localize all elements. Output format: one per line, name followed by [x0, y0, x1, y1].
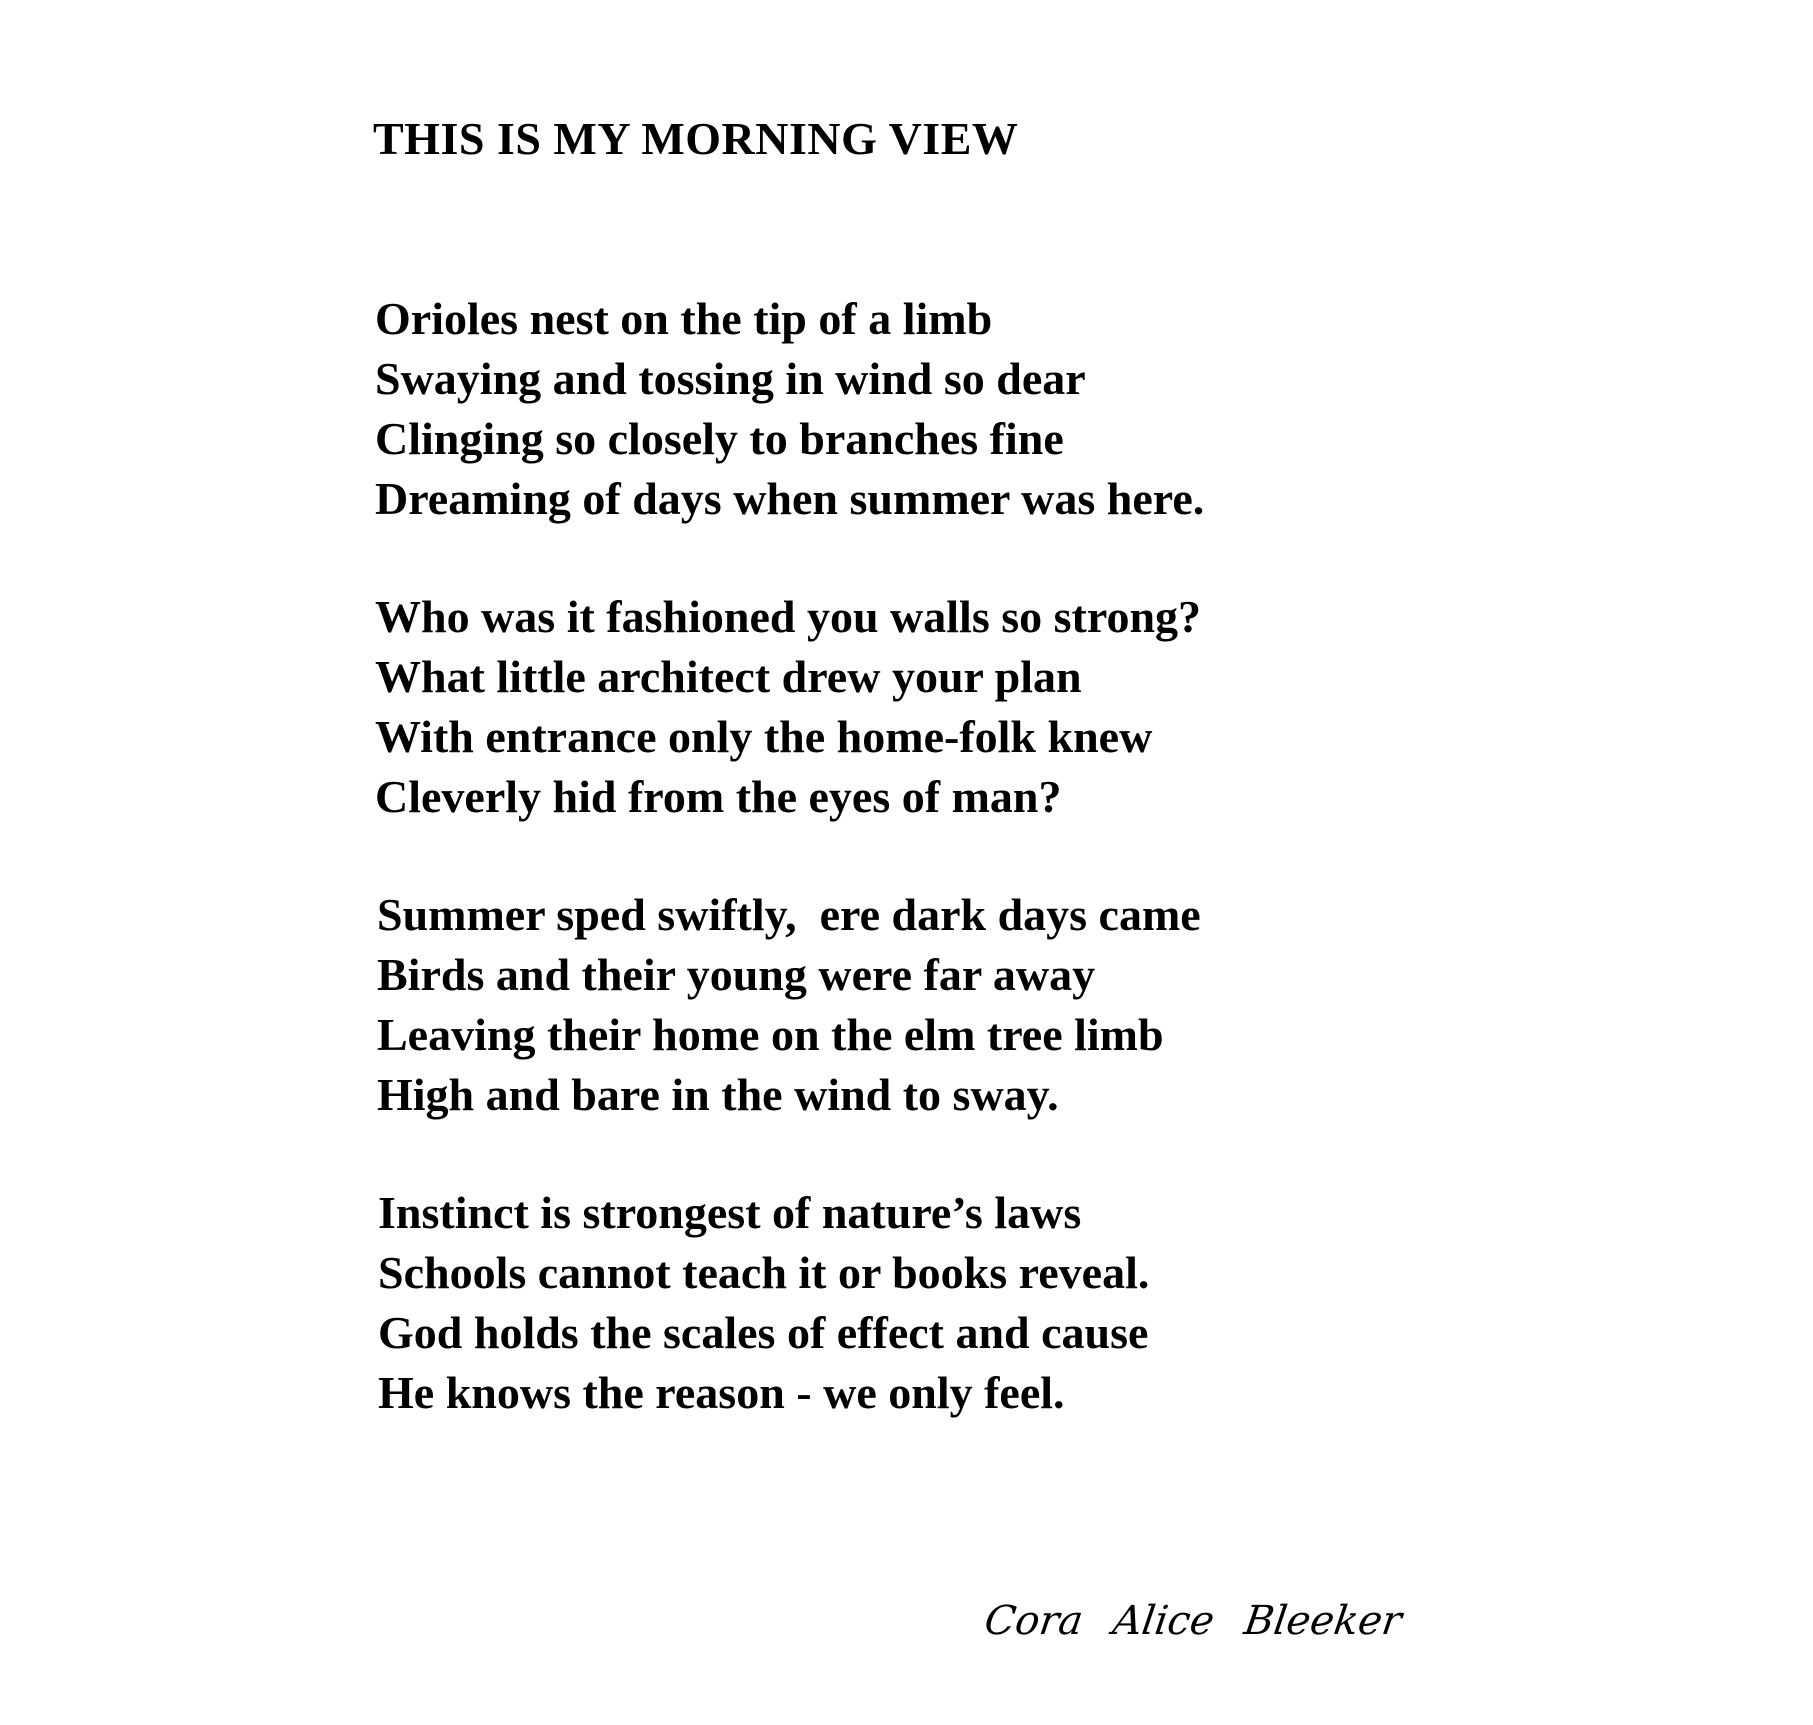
- poem-line: Birds and their young were far away: [377, 949, 1096, 1000]
- poem-line: Dreaming of days when summer was here.: [375, 473, 1205, 524]
- poem-line: With entrance only the home-folk knew: [375, 711, 1153, 762]
- stanza-3: [377, 885, 1201, 1125]
- poem-title: THIS IS MY MORNING VIEW: [373, 113, 1019, 164]
- poem-line: Summer sped swiftly, ere dark days came: [377, 889, 1201, 940]
- stanza-2: [375, 587, 1201, 827]
- poem-line: High and bare in the wind to sway.: [377, 1069, 1059, 1120]
- poem-line: God holds the scales of effect and cause: [378, 1307, 1149, 1358]
- poem-line: Leaving their home on the elm tree limb: [377, 1009, 1164, 1060]
- poem-line: He knows the reason - we only feel.: [378, 1367, 1065, 1418]
- poem-line: Cleverly hid from the eyes of man?: [375, 771, 1062, 822]
- poem-line: Clinging so closely to branches fine: [375, 413, 1064, 464]
- poem-line: Swaying and tossing in wind so dear: [375, 353, 1086, 404]
- stanza-1: [375, 289, 1204, 529]
- poem-line: Instinct is strongest of nature’s laws: [378, 1187, 1082, 1238]
- poem-line: Schools cannot teach it or books reveal.: [378, 1247, 1150, 1298]
- poem-line: What little architect drew your plan: [375, 651, 1082, 702]
- author-signature: Cora Alice Bleeker: [981, 1598, 1405, 1644]
- poem-line: Who was it fashioned you walls so strong?: [375, 591, 1202, 642]
- poem-line: Orioles nest on the tip of a limb: [375, 293, 993, 344]
- stanza-4: [378, 1183, 1149, 1423]
